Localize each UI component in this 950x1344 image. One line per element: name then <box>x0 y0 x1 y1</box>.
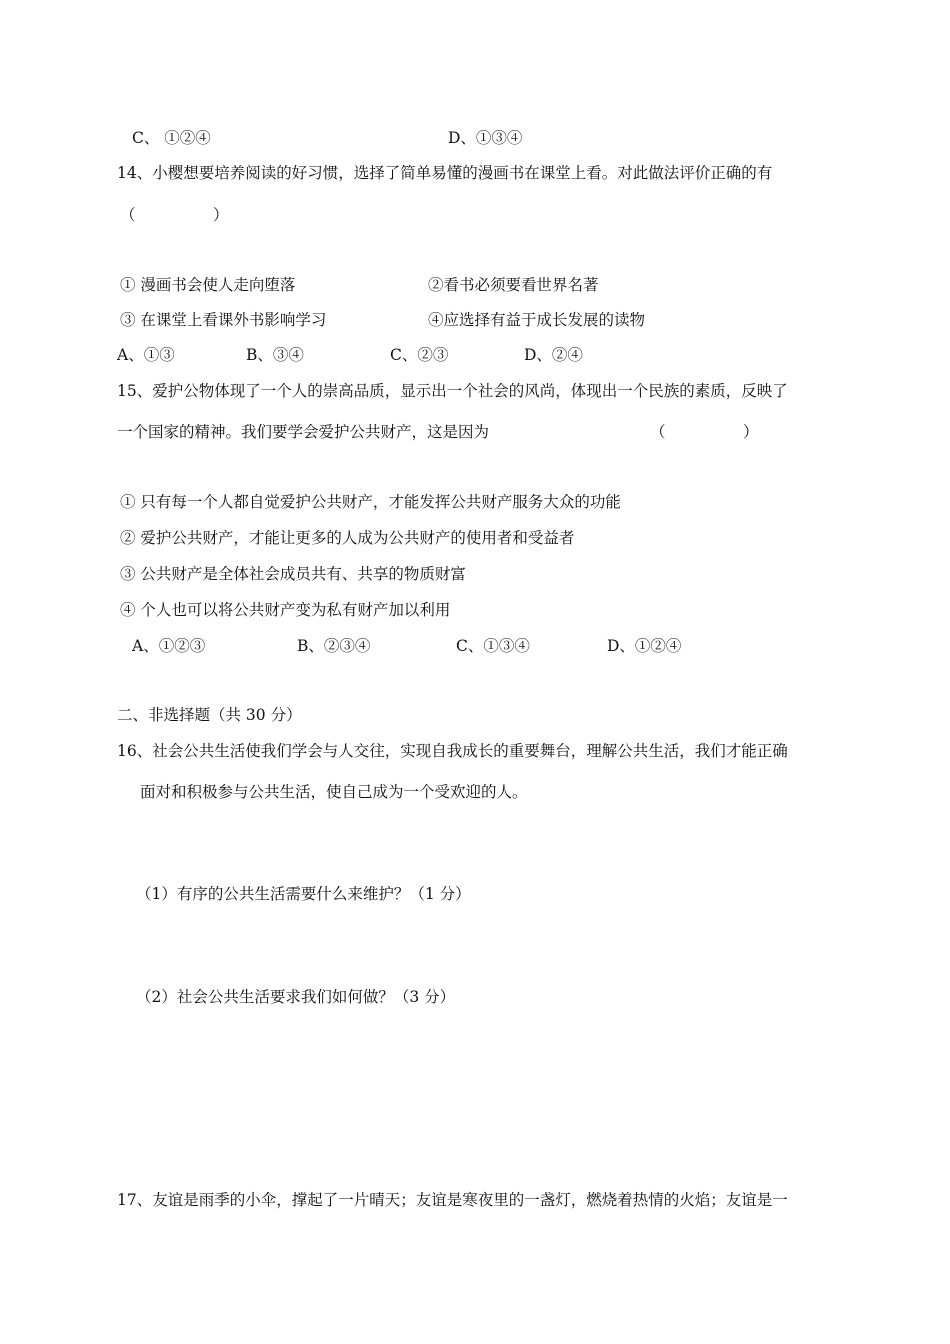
q14-statement-1: ① 漫画书会使人走向堕落 <box>120 276 296 294</box>
q15-statement-3: ③ 公共财产是全体社会成员共有、共享的物质财富 <box>120 565 466 583</box>
q14-option-c: C、②③ <box>390 346 449 364</box>
q15-option-b: B、②③④ <box>297 637 371 655</box>
q15-option-d: D、①②④ <box>607 637 682 655</box>
q14-option-a: A、①③ <box>117 346 175 364</box>
q16-stem-line2: 面对和积极参与公共生活，使自己成为一个受欢迎的人。 <box>140 783 528 801</box>
q15-stem-line1: 15、爱护公物体现了一个人的崇高品质，显示出一个社会的风尚，体现出一个民族的素质，反映了 <box>117 382 788 400</box>
q14-option-d: D、②④ <box>524 346 583 364</box>
q15-statement-2: ② 爱护公共财产，才能让更多的人成为公共财产的使用者和受益者 <box>120 529 575 547</box>
q15-statement-4: ④ 个人也可以将公共财产变为私有财产加以利用 <box>120 601 451 619</box>
q17-stem-line1: 17、友谊是雨季的小伞，撑起了一片晴天；友谊是寒夜里的一盏灯，燃烧着热情的火焰；友谊是一 <box>117 1191 788 1209</box>
q15-answer-blank: （ ） <box>650 423 759 441</box>
q15-option-c: C、①③④ <box>456 637 530 655</box>
q14-option-b: B、③④ <box>246 346 304 364</box>
q16-subquestion-2: （2）社会公共生活要求我们如何做？（3 分） <box>136 988 456 1006</box>
q14-statement-4: ④应选择有益于成长发展的读物 <box>428 311 646 329</box>
q15-option-a: A、①②③ <box>132 637 206 655</box>
q16-stem-line1: 16、社会公共生活使我们学会与人交往，实现自我成长的重要舞台，理解公共生活，我们才能正确 <box>117 742 788 760</box>
q14-answer-blank: （ ） <box>120 206 229 224</box>
q14-stem: 14、小樱想要培养阅读的好习惯，选择了简单易懂的漫画书在课堂上看。对此做法评价正确的有 <box>117 164 773 182</box>
q15-stem-line2: 一个国家的精神。我们要学会爱护公共财产，这是因为 <box>117 423 490 441</box>
q14-statement-2: ②看书必须要看世界名著 <box>428 276 599 294</box>
q13-option-d: D、①③④ <box>448 129 523 147</box>
q13-option-c: C、 ①②④ <box>132 129 211 147</box>
q15-statement-1: ① 只有每一个人都自觉爱护公共财产，才能发挥公共财产服务大众的功能 <box>120 493 621 511</box>
q14-statement-3: ③ 在课堂上看课外书影响学习 <box>120 311 327 329</box>
q16-subquestion-1: （1）有序的公共生活需要什么来维护？（1 分） <box>136 885 471 903</box>
section-heading: 二、非选择题（共 30 分） <box>117 706 302 724</box>
